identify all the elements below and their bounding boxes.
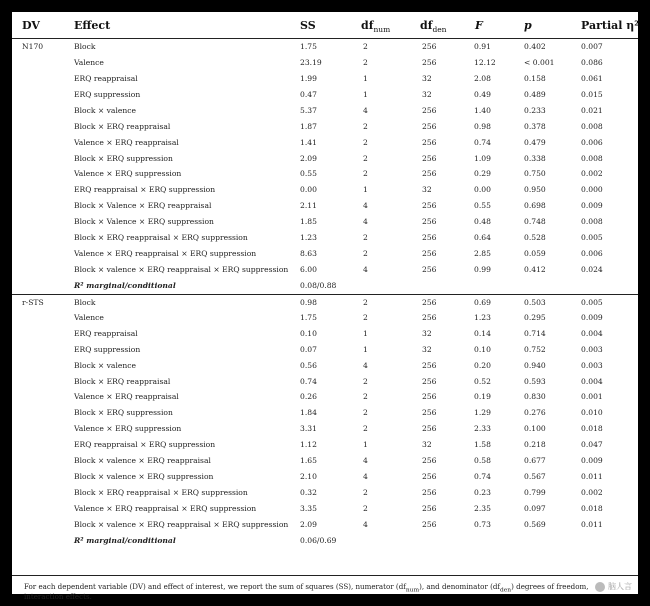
cell-effect: Valence bbox=[74, 312, 104, 322]
cell-p: 0.338 bbox=[524, 153, 546, 163]
cell-ss: 0.06/0.69 bbox=[300, 535, 337, 545]
table-row bbox=[12, 135, 638, 150]
cell-dfn: 4 bbox=[363, 217, 368, 227]
cell-ss: 8.63 bbox=[300, 249, 317, 259]
cell-pe: 0.006 bbox=[581, 249, 603, 259]
cell-p: 0.714 bbox=[524, 328, 546, 338]
cell-dfd: 256 bbox=[422, 42, 437, 51]
cell-effect: Block × valence × ERQ suppression bbox=[74, 472, 214, 482]
cell-dfn: 2 bbox=[363, 137, 368, 147]
cell-pe: 0.021 bbox=[581, 105, 603, 115]
cell-dfn: 2 bbox=[363, 488, 368, 498]
cell-p: 0.479 bbox=[524, 137, 546, 147]
cell-ss: 2.11 bbox=[300, 201, 317, 211]
cell-dfd: 256 bbox=[422, 153, 437, 163]
cell-pe: 0.008 bbox=[581, 217, 603, 227]
cell-effect: Block × valence × ERQ reappraisal × ERQ suppression bbox=[74, 519, 289, 529]
cell-p: 0.698 bbox=[524, 201, 546, 211]
table-row bbox=[12, 182, 638, 197]
cell-dfn: 2 bbox=[363, 503, 368, 513]
watermark: 脑人言 bbox=[595, 581, 632, 592]
cell-dfd: 256 bbox=[422, 121, 437, 131]
cell-f: 0.52 bbox=[474, 376, 491, 386]
cell-effect: Valence × ERQ reappraisal × ERQ suppression bbox=[74, 503, 257, 513]
cell-dfn: 2 bbox=[363, 169, 368, 179]
cell-dfd: 256 bbox=[422, 105, 437, 115]
cell-p: 0.799 bbox=[524, 488, 546, 498]
cell-f: 0.73 bbox=[474, 519, 491, 529]
cell-ss: 0.08/0.88 bbox=[300, 280, 337, 290]
cell-dfd: 256 bbox=[422, 472, 437, 482]
cell-ss: 23.19 bbox=[300, 57, 322, 67]
header-df-den: $df_{den}$ bbox=[420, 19, 447, 35]
cell-p: 0.233 bbox=[524, 105, 546, 115]
cell-dfd: 256 bbox=[422, 392, 437, 402]
cell-f: 0.55 bbox=[474, 201, 491, 211]
table-row bbox=[12, 501, 638, 516]
cell-effect: ERQ reappraisal bbox=[74, 73, 138, 83]
cell-pe: 0.005 bbox=[581, 233, 603, 243]
cell-dfd: 256 bbox=[422, 169, 437, 179]
cell-ss: 1.85 bbox=[300, 217, 317, 227]
cell-dfd: 256 bbox=[422, 408, 437, 418]
cell-f: 12.12 bbox=[474, 57, 496, 67]
cell-pe: 0.018 bbox=[581, 424, 603, 434]
cell-dfn: 2 bbox=[363, 57, 368, 67]
cell-pe: 0.004 bbox=[581, 328, 603, 338]
cell-p: 0.100 bbox=[524, 424, 546, 434]
cell-ss: 5.37 bbox=[300, 105, 317, 115]
cell-effect: Block × Valence × ERQ suppression bbox=[74, 217, 214, 227]
cell-dfn: 2 bbox=[363, 121, 368, 131]
cell-dfd: 32 bbox=[422, 344, 432, 354]
cell-p: 0.940 bbox=[524, 360, 546, 370]
table-row bbox=[12, 389, 638, 404]
cell-dfd: 256 bbox=[422, 297, 437, 307]
cell-p: 0.489 bbox=[524, 89, 546, 99]
cell-dfd: 256 bbox=[422, 376, 437, 386]
cell-p: 0.950 bbox=[524, 185, 546, 195]
table-row bbox=[12, 517, 638, 532]
cell-effect: ERQ suppression bbox=[74, 89, 141, 99]
table-row bbox=[12, 485, 638, 500]
cell-effect: Valence bbox=[74, 57, 104, 67]
table-row bbox=[12, 87, 638, 102]
cell-ss: 0.47 bbox=[300, 89, 317, 99]
cell-f: 0.29 bbox=[474, 169, 491, 179]
cell-pe: 0.086 bbox=[581, 57, 603, 67]
cell-f: 0.99 bbox=[474, 265, 491, 275]
cell-f: 2.35 bbox=[474, 503, 491, 513]
cell-f: 0.91 bbox=[474, 42, 491, 51]
cell-effect: Block × valence × ERQ reappraisal bbox=[74, 456, 211, 466]
cell-ss: 0.00 bbox=[300, 185, 317, 195]
cell-dfd: 32 bbox=[422, 73, 432, 83]
cell-dfn: 2 bbox=[363, 392, 368, 402]
cell-dfn: 2 bbox=[363, 376, 368, 386]
table-row bbox=[12, 151, 638, 166]
cell-effect: Valence × ERQ reappraisal bbox=[74, 137, 179, 147]
cell-dfd: 32 bbox=[422, 89, 432, 99]
cell-f: 0.23 bbox=[474, 488, 491, 498]
cell-f: 1.29 bbox=[474, 408, 491, 418]
table-row bbox=[12, 358, 638, 373]
cell-dfd: 256 bbox=[422, 217, 437, 227]
table-row bbox=[12, 469, 638, 484]
cell-dfn: 4 bbox=[363, 105, 368, 115]
cell-dfn: 1 bbox=[363, 344, 368, 354]
cell-pe: 0.005 bbox=[581, 297, 603, 307]
cell-pe: 0.009 bbox=[581, 312, 603, 322]
cell-f: 1.09 bbox=[474, 153, 491, 163]
cell-pe: 0.011 bbox=[581, 472, 603, 482]
cell-ss: 0.32 bbox=[300, 488, 317, 498]
cell-effect: Block bbox=[74, 297, 96, 307]
cell-ss: 2.10 bbox=[300, 472, 317, 482]
cell-ss: 1.75 bbox=[300, 312, 317, 322]
cell-dfd: 32 bbox=[422, 440, 432, 450]
cell-p: 0.378 bbox=[524, 121, 546, 131]
wechat-icon bbox=[595, 582, 605, 592]
cell-dfn: 1 bbox=[363, 328, 368, 338]
cell-f: 1.58 bbox=[474, 440, 491, 450]
cell-dfn: 4 bbox=[363, 360, 368, 370]
table-row bbox=[12, 246, 638, 261]
cell-f: 0.74 bbox=[474, 137, 491, 147]
cell-p: 0.677 bbox=[524, 456, 546, 466]
cell-f: 2.85 bbox=[474, 249, 491, 259]
table-page bbox=[12, 12, 640, 601]
cell-dfn: 4 bbox=[363, 201, 368, 211]
cell-p: 0.295 bbox=[524, 312, 546, 322]
cell-effect: Block × ERQ reappraisal × ERQ suppression bbox=[74, 488, 248, 498]
cell-effect: Block × valence bbox=[74, 105, 137, 115]
cell-f: 0.10 bbox=[474, 344, 491, 354]
footnote-text: For each dependent variable (DV) and effect of interest, we report the sum of squares (SS), numerator $(df_{num})$, and denominator $(df_{den})$ degrees of freedom, bbox=[24, 582, 589, 594]
cell-effect: Block × ERQ reappraisal bbox=[74, 121, 171, 131]
cell-ss: 0.26 bbox=[300, 392, 317, 402]
cell-pe: 0.002 bbox=[581, 488, 603, 498]
cell-effect: Valence × ERQ suppression bbox=[74, 424, 182, 434]
table-row bbox=[12, 294, 638, 310]
cell-dfd: 32 bbox=[422, 185, 432, 195]
cell-ss: 0.07 bbox=[300, 344, 317, 354]
header-f: F bbox=[475, 19, 483, 32]
cell-f: 0.49 bbox=[474, 89, 491, 99]
table-row bbox=[12, 214, 638, 229]
table-row bbox=[12, 230, 638, 245]
cell-pe: 0.007 bbox=[581, 42, 603, 51]
cell-dfn: 2 bbox=[363, 408, 368, 418]
cell-f: 0.19 bbox=[474, 392, 491, 402]
cell-p: 0.750 bbox=[524, 169, 546, 179]
cell-dfd: 256 bbox=[422, 424, 437, 434]
cell-dfn: 1 bbox=[363, 89, 368, 99]
cell-pe: 0.010 bbox=[581, 408, 603, 418]
table-row bbox=[12, 39, 638, 54]
cell-dfn: 2 bbox=[363, 42, 368, 51]
cell-ss: 0.74 bbox=[300, 376, 317, 386]
cell-p: 0.830 bbox=[524, 392, 546, 402]
cell-ss: 6.00 bbox=[300, 265, 317, 275]
cell-p: < 0.001 bbox=[524, 57, 555, 67]
cell-p: 0.593 bbox=[524, 376, 546, 386]
cell-ss: 0.55 bbox=[300, 169, 317, 179]
header-ss: SS bbox=[300, 19, 316, 32]
cell-dfn: 2 bbox=[363, 312, 368, 322]
table-row bbox=[12, 198, 638, 213]
cell-ss: 3.31 bbox=[300, 424, 317, 434]
cell-ss: 2.09 bbox=[300, 519, 317, 529]
cell-ss: 0.56 bbox=[300, 360, 317, 370]
cell-f: 0.00 bbox=[474, 185, 491, 195]
cell-effect: Block × ERQ suppression bbox=[74, 408, 173, 418]
cell-dfn: 2 bbox=[363, 153, 368, 163]
cell-pe: 0.008 bbox=[581, 153, 603, 163]
header-effect: Effect bbox=[74, 19, 111, 32]
cell-pe: 0.009 bbox=[581, 201, 603, 211]
table-row bbox=[12, 262, 638, 277]
cell-effect: R² marginal/conditional bbox=[74, 535, 176, 545]
cell-f: 1.23 bbox=[474, 312, 491, 322]
cell-ss: 1.99 bbox=[300, 73, 317, 83]
cell-f: 0.98 bbox=[474, 121, 491, 131]
cell-effect: Valence × ERQ suppression bbox=[74, 169, 182, 179]
table-footnote bbox=[12, 575, 638, 601]
cell-f: 0.14 bbox=[474, 328, 491, 338]
cell-ss: 1.23 bbox=[300, 233, 317, 243]
cell-p: 0.059 bbox=[524, 249, 546, 259]
cell-effect: Block × valence bbox=[74, 360, 137, 370]
table-row bbox=[12, 405, 638, 420]
cell-dfd: 256 bbox=[422, 519, 437, 529]
cell-effect: Block bbox=[74, 42, 96, 51]
table-row bbox=[12, 421, 638, 436]
cell-effect: Block × ERQ reappraisal × ERQ suppression bbox=[74, 233, 248, 243]
cell-p: 0.528 bbox=[524, 233, 546, 243]
cell-ss: 1.75 bbox=[300, 42, 317, 51]
cell-effect: Block × Valence × ERQ reappraisal bbox=[74, 201, 212, 211]
table-row bbox=[12, 533, 638, 548]
cell-dfd: 256 bbox=[422, 503, 437, 513]
cell-f: 0.20 bbox=[474, 360, 491, 370]
cell-dfn: 2 bbox=[363, 424, 368, 434]
table-row bbox=[12, 326, 638, 341]
cell-pe: 0.008 bbox=[581, 121, 603, 131]
cell-pe: 0.061 bbox=[581, 73, 603, 83]
cell-pe: 0.009 bbox=[581, 456, 603, 466]
cell-p: 0.567 bbox=[524, 472, 546, 482]
cell-f: 0.69 bbox=[474, 297, 491, 307]
cell-effect: Valence × ERQ reappraisal bbox=[74, 392, 179, 402]
cell-p: 0.158 bbox=[524, 73, 546, 83]
table-row bbox=[12, 310, 638, 325]
cell-effect: ERQ reappraisal × ERQ suppression bbox=[74, 440, 216, 450]
cell-ss: 2.09 bbox=[300, 153, 317, 163]
cell-ss: 1.12 bbox=[300, 440, 317, 450]
table-header bbox=[12, 12, 638, 39]
cell-p: 0.503 bbox=[524, 297, 546, 307]
cell-effect: ERQ reappraisal × ERQ suppression bbox=[74, 185, 216, 195]
cell-effect: Block × ERQ reappraisal bbox=[74, 376, 171, 386]
cell-pe: 0.000 bbox=[581, 185, 603, 195]
table-row bbox=[12, 166, 638, 181]
table-row bbox=[12, 55, 638, 70]
cell-dfd: 256 bbox=[422, 360, 437, 370]
cell-dfn: 1 bbox=[363, 73, 368, 83]
cell-dv: r-STS bbox=[22, 297, 44, 307]
cell-effect: Valence × ERQ reappraisal × ERQ suppression bbox=[74, 249, 257, 259]
cell-dfd: 256 bbox=[422, 249, 437, 259]
cell-effect: ERQ reappraisal bbox=[74, 328, 138, 338]
header-p: p bbox=[524, 19, 532, 32]
table-row bbox=[12, 374, 638, 389]
cell-f: 0.48 bbox=[474, 217, 491, 227]
cell-dfn: 4 bbox=[363, 456, 368, 466]
cell-dfd: 256 bbox=[422, 456, 437, 466]
cell-p: 0.569 bbox=[524, 519, 546, 529]
cell-dfn: 2 bbox=[363, 297, 368, 307]
cell-ss: 1.65 bbox=[300, 456, 317, 466]
header-partial-eta: Partial η² bbox=[581, 19, 640, 32]
cell-dfd: 256 bbox=[422, 488, 437, 498]
cell-p: 0.218 bbox=[524, 440, 546, 450]
cell-dv: N170 bbox=[22, 42, 44, 51]
table-row bbox=[12, 103, 638, 118]
cell-p: 0.412 bbox=[524, 265, 546, 275]
cell-p: 0.276 bbox=[524, 408, 546, 418]
cell-dfd: 256 bbox=[422, 137, 437, 147]
table-row bbox=[12, 453, 638, 468]
cell-pe: 0.011 bbox=[581, 519, 603, 529]
cell-dfn: 2 bbox=[363, 233, 368, 243]
footnote-text-line2: interaction effects. bbox=[24, 592, 92, 601]
cell-dfd: 256 bbox=[422, 233, 437, 243]
table-row bbox=[12, 342, 638, 357]
table-row bbox=[12, 437, 638, 452]
cell-pe: 0.002 bbox=[581, 169, 603, 179]
cell-f: 2.33 bbox=[474, 424, 491, 434]
cell-ss: 3.35 bbox=[300, 503, 317, 513]
cell-f: 0.58 bbox=[474, 456, 491, 466]
cell-dfn: 4 bbox=[363, 519, 368, 529]
cell-f: 0.74 bbox=[474, 472, 491, 482]
header-dv: DV bbox=[22, 19, 40, 32]
cell-ss: 1.84 bbox=[300, 408, 317, 418]
cell-effect: ERQ suppression bbox=[74, 344, 141, 354]
cell-dfn: 1 bbox=[363, 185, 368, 195]
cell-pe: 0.001 bbox=[581, 392, 603, 402]
cell-ss: 0.98 bbox=[300, 297, 317, 307]
cell-dfn: 2 bbox=[363, 249, 368, 259]
cell-p: 0.748 bbox=[524, 217, 546, 227]
cell-effect: Block × ERQ suppression bbox=[74, 153, 173, 163]
cell-dfn: 4 bbox=[363, 265, 368, 275]
cell-effect: R² marginal/conditional bbox=[74, 280, 176, 290]
cell-dfd: 32 bbox=[422, 328, 432, 338]
header-df-num: $df_{num}$ bbox=[361, 19, 391, 35]
cell-p: 0.752 bbox=[524, 344, 546, 354]
cell-p: 0.402 bbox=[524, 42, 546, 51]
cell-pe: 0.003 bbox=[581, 344, 603, 354]
cell-effect: Block × valence × ERQ reappraisal × ERQ suppression bbox=[74, 265, 289, 275]
cell-f: 2.08 bbox=[474, 73, 491, 83]
cell-ss: 1.87 bbox=[300, 121, 317, 131]
cell-f: 1.40 bbox=[474, 105, 491, 115]
cell-ss: 1.41 bbox=[300, 137, 317, 147]
table-row bbox=[12, 119, 638, 134]
cell-f: 0.64 bbox=[474, 233, 491, 243]
cell-pe: 0.006 bbox=[581, 137, 603, 147]
cell-dfd: 256 bbox=[422, 57, 437, 67]
cell-pe: 0.015 bbox=[581, 89, 603, 99]
cell-dfd: 256 bbox=[422, 201, 437, 211]
cell-pe: 0.047 bbox=[581, 440, 603, 450]
cell-pe: 0.004 bbox=[581, 376, 603, 386]
cell-p: 0.097 bbox=[524, 503, 546, 513]
table-row bbox=[12, 278, 638, 293]
table-row bbox=[12, 71, 638, 86]
cell-pe: 0.024 bbox=[581, 265, 603, 275]
cell-dfn: 4 bbox=[363, 472, 368, 482]
cell-pe: 0.018 bbox=[581, 503, 603, 513]
cell-dfd: 256 bbox=[422, 265, 437, 275]
cell-ss: 0.10 bbox=[300, 328, 317, 338]
cell-dfd: 256 bbox=[422, 312, 437, 322]
cell-pe: 0.003 bbox=[581, 360, 603, 370]
cell-dfn: 1 bbox=[363, 440, 368, 450]
